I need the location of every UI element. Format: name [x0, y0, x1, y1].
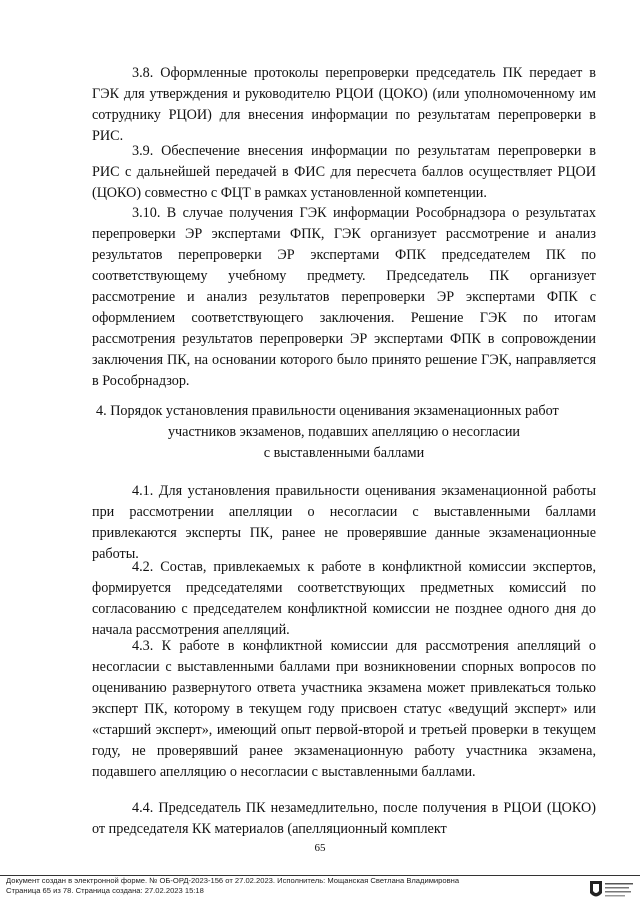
heading-line-3: с выставленными баллами	[263, 445, 425, 461]
paragraph-3-10: 3.10. В случае получения ГЭК информации Рособрнадзора о результатах перепроверки ЭР экспертами ФПК, ГЭК организует рассмотрение и анализ результатов перепроверки ЭР экспертами ФПК председателем ПК по соответствующему учебному предмету. Председатель ПК организует рассмотрение и анализ результатов перепроверки ЭР экспертами ФПК с оформлением соответствующего заключения. Решение ГЭК по итогам рассмотрения результатов перепроверки ЭР экспертами ФПК в сопровождении заключения ПК, на основании которого было принято решение ГЭК, направляется в Рособрнадзор.	[92, 205, 596, 389]
footer-line-2: Страница 65 из 78. Страница создана: 27.02.2023 15:18	[6, 886, 204, 895]
paragraph-3-8: 3.8. Оформленные протоколы перепроверки председатель ПК передает в ГЭК для утверждения и руководителю РЦОИ (ЦОКО) (или уполномоченному им сотруднику РЦОИ) для внесения информации по результатам перепроверки в РИС.	[92, 65, 596, 144]
page-number: 65	[314, 842, 326, 854]
footer	[6, 876, 566, 896]
section-4-heading	[92, 401, 596, 464]
coat-of-arms-icon	[584, 877, 636, 903]
paragraph-4-2: 4.2. Состав, привлекаемых к работе в конфликтной комиссии экспертов, формируется председателями соответствующих предметных комиссий по согласованию с председателем конфликтной комиссии не позднее одного дня до начала рассмотрения апелляций.	[92, 559, 596, 638]
paragraph-4-1: 4.1. Для установления правильности оценивания экзаменационной работы при рассмотрении апелляции о несогласии с выставленными баллами привлекаются эксперты ПК, ранее не проверявшие данные экзаменационные работы.	[92, 483, 596, 562]
footer-line-1: Документ создан в электронной форме. № ОБ-ОРД-2023-156 от 27.02.2023. Исполнитель: Мощанская Светлана Владимировна	[6, 876, 460, 885]
heading-line-2: участников экзаменов, подавших апелляцию о несогласии	[167, 424, 521, 440]
heading-line-1: 4. Порядок установления правильности оценивания экзаменационных работ	[96, 403, 559, 419]
paragraph-4-4: 4.4. Председатель ПК незамедлительно, после получения в РЦОИ (ЦОКО) от председателя КК материалов (апелляционный комплект	[92, 800, 596, 837]
paragraph-3-9: 3.9. Обеспечение внесения информации по результатам перепроверки в РИС с дальнейшей передачей в ФИС для пересчета баллов осуществляет РЦОИ (ЦОКО) совместно с ФЦТ в рамках установленной компетенции.	[92, 143, 596, 201]
paragraph-4-3: 4.3. К работе в конфликтной комиссии для рассмотрения апелляций о несогласии с выставленными баллами при возникновении спорных вопросов по оцениванию развернутого ответа участника экзамена может привлекаться только эксперт ПК, которому в текущем году присвоен статус «ведущий эксперт» или «старший эксперт», имеющий опыт первой-второй и третьей проверки в текущем году, не проверявший ранее экзаменационную работу участника экзамена, подавшего апелляцию о несогласии с выставленными баллами.	[92, 638, 596, 780]
